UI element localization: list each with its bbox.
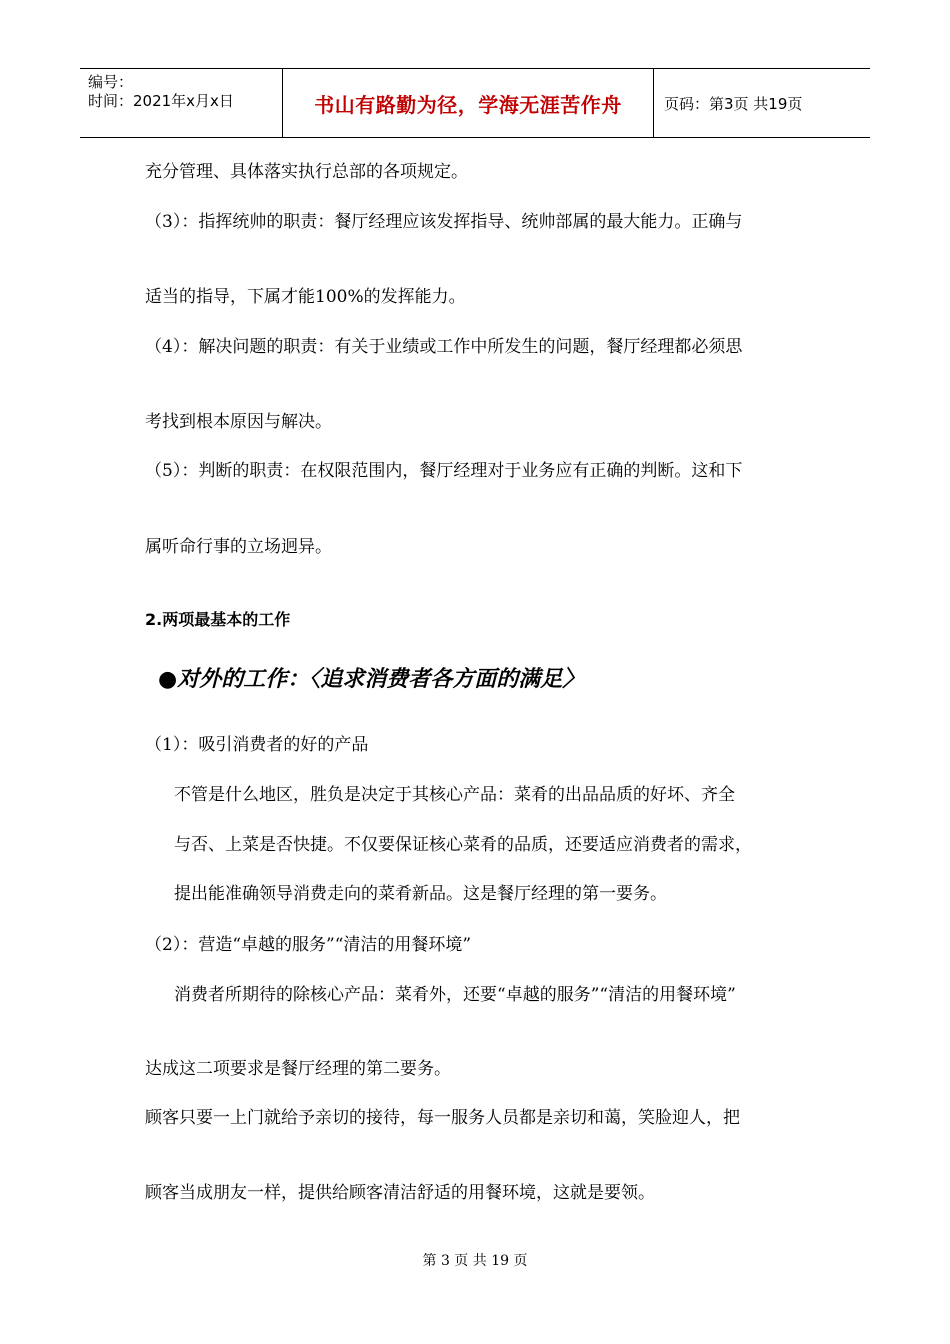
section-heading: 2.两项最基本的工作	[145, 610, 291, 629]
paragraph-duty-4-cont: 考找到根本原因与解决。	[145, 412, 332, 432]
page-header	[80, 68, 870, 138]
item-2-line-2: 达成这二项要求是餐厅经理的第二要务。	[145, 1059, 451, 1079]
header-page-info: 页码：第3页 共19页	[664, 94, 803, 113]
item-2-line-4: 顾客当成朋友一样，提供给顾客清洁舒适的用餐环境，这就是要领。	[145, 1183, 655, 1203]
item-1-line-2: 与否、上菜是否快捷。不仅要保证核心菜肴的品质，还要适应消费者的需求，	[174, 835, 752, 855]
paragraph-duty-3: （3）：指挥统帅的职责：餐厅经理应该发挥指导、统帅部属的最大能力。正确与	[145, 212, 743, 232]
paragraph-duty-5: （5）：判断的职责：在权限范围内，餐厅经理对于业务应有正确的判断。这和下	[145, 461, 743, 481]
paragraph-1: 充分管理、具体落实执行总部的各项规定。	[145, 162, 468, 182]
document-date: 时间：2021年x月x日	[88, 92, 234, 110]
paragraph-duty-4: （4）：解决问题的职责：有关于业绩或工作中所发生的问题，餐厅经理都必须思	[145, 337, 743, 357]
item-2-line-3: 顾客只要一上门就给予亲切的接待，每一服务人员都是亲切和蔼，笑脸迎人，把	[145, 1108, 740, 1128]
bullet-heading: ●对外的工作：〈追求消费者各方面的满足〉	[158, 667, 585, 692]
item-2-title: （2）：营造“卓越的服务”“清洁的用餐环境”	[145, 935, 472, 955]
paragraph-duty-3-cont: 适当的指导，下属才能100%的发挥能力。	[145, 287, 466, 307]
page-footer: 第 3 页 共 19 页	[422, 1253, 528, 1269]
item-1-line-1: 不管是什么地区，胜负是决定于其核心产品：菜肴的出品品质的好坏、齐全	[174, 785, 735, 805]
document-number-label: 编号：	[88, 73, 134, 91]
paragraph-duty-5-cont: 属听命行事的立场迥异。	[145, 537, 332, 557]
header-meta	[80, 69, 282, 137]
item-1-title: （1）：吸引消费者的好的产品	[145, 735, 369, 755]
item-1-line-3: 提出能准确领导消费走向的菜肴新品。这是餐厅经理的第一要务。	[174, 884, 667, 904]
item-2-line-1: 消费者所期待的除核心产品：菜肴外，还要“卓越的服务”“清洁的用餐环境”	[174, 985, 736, 1005]
header-motto: 书山有路勤为径，学海无涯苦作舟	[314, 92, 622, 117]
header-motto-cell	[282, 69, 654, 137]
